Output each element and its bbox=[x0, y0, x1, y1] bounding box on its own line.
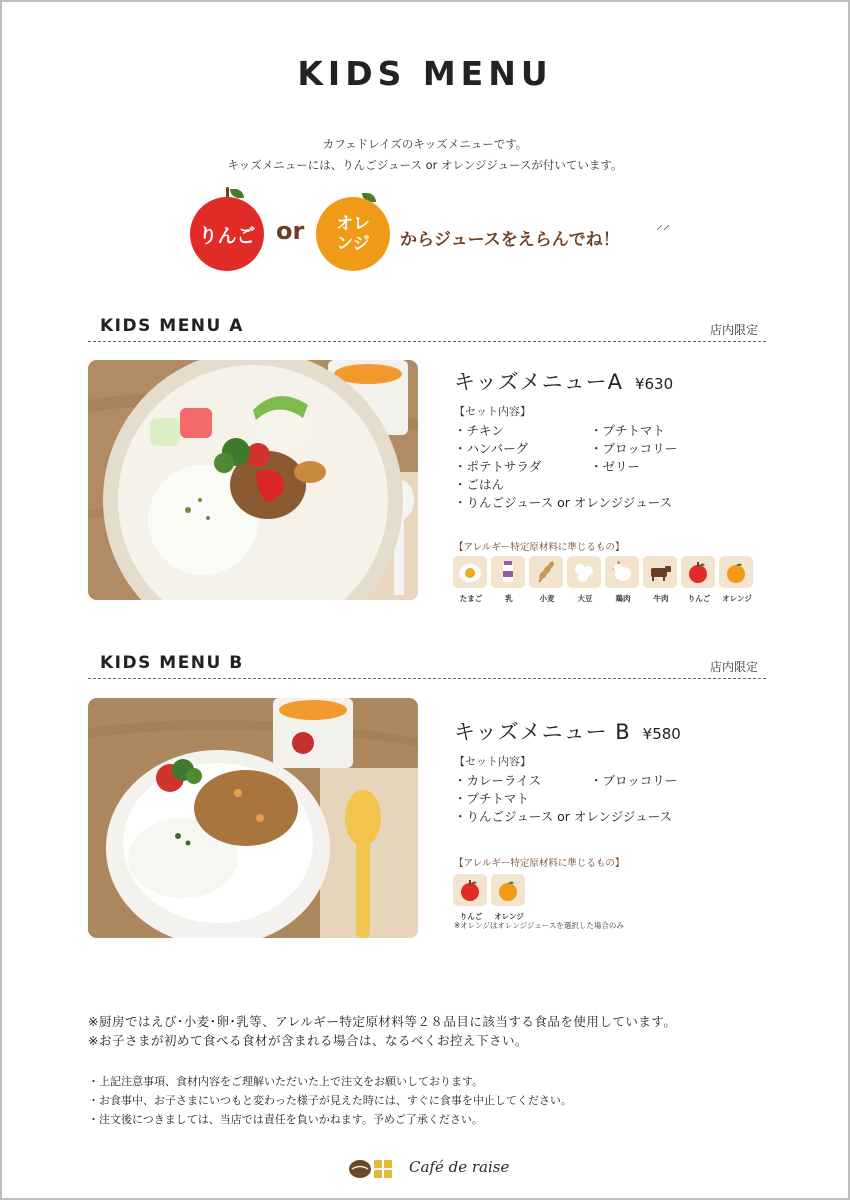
menu-a-item: ・ポテトサラダ bbox=[454, 459, 542, 474]
allergen-label: オレンジ bbox=[494, 912, 524, 921]
menu-a-limited-label: 店内限定 bbox=[709, 323, 758, 337]
apple-badge-label: りんご bbox=[198, 224, 256, 247]
menu-b-price: ¥580 bbox=[642, 725, 681, 743]
allergen-label: 乳 bbox=[505, 594, 513, 603]
apple-icon bbox=[681, 556, 715, 588]
caution-line: ※厨房ではえび･小麦･卵･乳等、アレルギー特定原材料等２８品目に該当する食品を使用しています。 bbox=[88, 1014, 677, 1029]
menu-a-title bbox=[454, 366, 673, 396]
page-title: KIDS MENU bbox=[297, 54, 553, 93]
menu-a-set-title: 【セット内容】 bbox=[454, 405, 531, 418]
menu-b-photo bbox=[88, 698, 418, 938]
menu-b-item: ・プチトマト bbox=[454, 791, 530, 806]
intro-line-1: カフェドレイズのキッズメニューです。 bbox=[322, 137, 528, 151]
menu-a-allergy-title: 【アレルギー特定原材料に準じるもの】 bbox=[454, 542, 625, 553]
menu-a-section-header bbox=[88, 316, 766, 342]
menu-b-photo-illustration bbox=[88, 698, 418, 938]
juice-banner bbox=[190, 187, 670, 277]
orange-icon bbox=[719, 556, 753, 588]
info-line: ・お食事中、お子さまにいつもと変わった様子が見えた時には、すぐに食事を中止してください。 bbox=[88, 1094, 572, 1107]
menu-b-item: ・カレーライス bbox=[454, 773, 542, 788]
menu-a-item: ・ゼリー bbox=[590, 459, 641, 474]
menu-b-allergy-title: 【アレルギー特定原材料に準じるもの】 bbox=[454, 858, 625, 869]
menu-a-photo-illustration bbox=[88, 360, 418, 600]
allergen-wheat bbox=[529, 556, 565, 604]
menu-b-set-title: 【セット内容】 bbox=[454, 755, 531, 768]
egg-icon bbox=[453, 556, 487, 588]
allergen-orange bbox=[491, 874, 527, 922]
allergen-milk bbox=[491, 556, 527, 604]
menu-b-item: ・ブロッコリー bbox=[590, 773, 678, 788]
allergen-chicken bbox=[605, 556, 641, 604]
chicken-icon bbox=[605, 556, 639, 588]
orange-icon bbox=[491, 874, 525, 906]
cafe-logo-text: Café de raise bbox=[409, 1158, 510, 1176]
menu-a-name: キッズメニューA bbox=[454, 370, 623, 394]
milk-icon bbox=[491, 556, 525, 588]
allergen-label: りんご bbox=[687, 594, 711, 603]
menu-a-section-label: KIDS MENU A bbox=[100, 316, 244, 336]
menu-b-limited-label: 店内限定 bbox=[709, 660, 758, 674]
menu-b-item: ・りんごジュース or オレンジジュース bbox=[454, 809, 673, 824]
soybean-icon bbox=[567, 556, 601, 588]
caution-line: ※お子さまが初めて食べる食材が含まれる場合は、なるべくお控え下さい。 bbox=[88, 1033, 528, 1048]
or-text: or bbox=[276, 217, 305, 245]
info-line: ・上記注意事項、食材内容をご理解いただいた上で注文をお願いしております。 bbox=[88, 1075, 484, 1088]
menu-b-section-label: KIDS MENU B bbox=[100, 653, 244, 673]
menu-a-item: ・チキン bbox=[454, 423, 504, 438]
menu-a-item: ・ごはん bbox=[454, 477, 505, 492]
allergen-apple bbox=[453, 874, 489, 922]
apple-badge bbox=[190, 197, 264, 271]
menu-b-title bbox=[454, 716, 681, 746]
allergen-beef bbox=[643, 556, 679, 604]
allergen-apple bbox=[681, 556, 717, 604]
orange-badge-line-2: ンジ bbox=[336, 234, 370, 254]
menu-a-item: ・プチトマト bbox=[590, 423, 666, 438]
orange-badge-line-1: オレ bbox=[336, 214, 370, 234]
cow-icon bbox=[643, 556, 677, 588]
intro-line-2: キッズメニューには、りんごジュース or オレンジジュースが付いています。 bbox=[227, 158, 623, 172]
apple-icon bbox=[453, 874, 487, 906]
allergen-label: たまご bbox=[459, 594, 483, 603]
sparkle-icon: ⸝⸝ bbox=[656, 217, 670, 233]
menu-a-photo bbox=[88, 360, 418, 600]
allergen-label: りんご bbox=[459, 912, 483, 921]
orange-badge bbox=[316, 197, 390, 271]
info-line: ・注文後につきましては、当店では責任を負いかねます。予めご了承ください。 bbox=[88, 1113, 483, 1126]
allergen-orange bbox=[719, 556, 755, 604]
menu-a-item: ・ブロッコリー bbox=[590, 441, 678, 456]
menu-b-name: キッズメニュー B bbox=[454, 720, 631, 744]
allergen-label: 鶏肉 bbox=[615, 594, 631, 603]
allergen-label: オレンジ bbox=[722, 594, 752, 603]
allergen-label: 小麦 bbox=[539, 594, 555, 603]
menu-b-orange-note: ※オレンジはオレンジジュースを選択した場合のみ bbox=[454, 921, 624, 930]
intro-text bbox=[2, 134, 848, 176]
banner-text: からジュースをえらんでね！ bbox=[400, 230, 620, 250]
menu-a-price: ¥630 bbox=[634, 375, 674, 393]
cafe-logo bbox=[347, 1154, 517, 1184]
allergen-label: 大豆 bbox=[577, 594, 593, 603]
coffee-bean-logo-icon bbox=[347, 1156, 403, 1182]
menu-b-section-header bbox=[88, 653, 766, 679]
allergen-soy bbox=[567, 556, 603, 604]
wheat-icon bbox=[529, 556, 563, 588]
menu-a-item: ・ハンバーグ bbox=[454, 441, 529, 456]
allergen-egg bbox=[453, 556, 489, 604]
menu-a-item: ・りんごジュース or オレンジジュース bbox=[454, 495, 673, 510]
allergen-label: 牛肉 bbox=[653, 594, 669, 603]
